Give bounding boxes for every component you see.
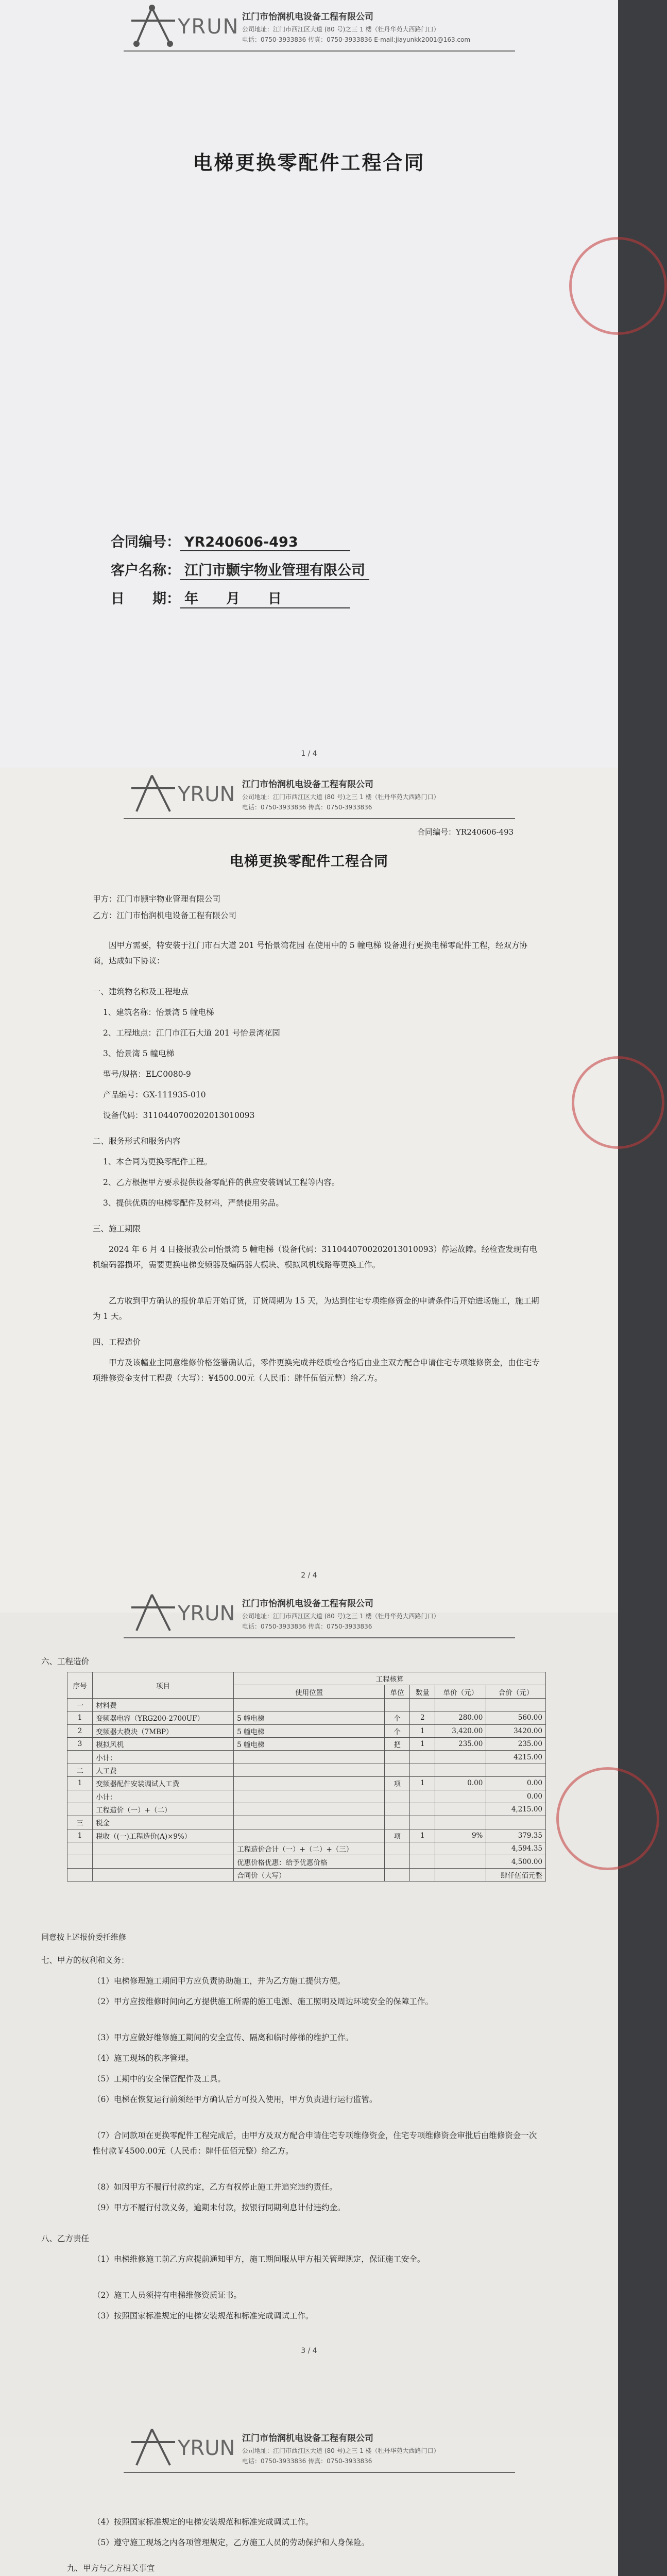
cell-unit bbox=[385, 1868, 410, 1881]
client-label: 客户名称： bbox=[111, 563, 180, 579]
cell-total: 4,215.00 bbox=[486, 1803, 546, 1816]
cell-item: 小计： bbox=[93, 1790, 234, 1803]
cell-unit bbox=[385, 1816, 410, 1829]
date-row bbox=[111, 587, 350, 608]
cell-total: 235.00 bbox=[486, 1737, 546, 1750]
brand-text: YRUN bbox=[178, 2436, 235, 2460]
obligation-a9: （9）甲方不履行付款义务，逾期未付款，按银行同期利息计付违约金。 bbox=[93, 2203, 346, 2212]
company-contact: 电话：0750-3933836 传真：0750-3933836 bbox=[242, 1623, 372, 1630]
cell-item: 变频器电容（YRG200-2700UF） bbox=[93, 1711, 234, 1724]
cell-unit bbox=[385, 1803, 410, 1816]
table-row bbox=[67, 1842, 546, 1855]
cell-no bbox=[67, 1790, 93, 1803]
obligation-a5: （5）工期中的安全保管配件及工具。 bbox=[93, 2074, 226, 2083]
page-number: 3 / 4 bbox=[301, 2347, 317, 2355]
brand-text: YRUN bbox=[178, 15, 240, 39]
cell-unit bbox=[385, 1751, 410, 1764]
company-name: 江门市怡润机电设备工程有限公司 bbox=[242, 12, 373, 22]
cell-qty: 1 bbox=[410, 1829, 435, 1842]
page-3 bbox=[0, 1599, 618, 2437]
cell-total: 3420.00 bbox=[486, 1724, 546, 1737]
cell-total: 4,500.00 bbox=[486, 1855, 546, 1868]
cell-no: 1 bbox=[67, 1711, 93, 1724]
cell-loc bbox=[234, 1816, 385, 1829]
cell-item: 人工费 bbox=[93, 1764, 234, 1776]
brand-text: YRUN bbox=[178, 783, 235, 806]
company-name: 江门市怡润机电设备工程有限公司 bbox=[242, 1599, 373, 1609]
cell-item: 工程造价（一）+（二） bbox=[93, 1803, 234, 1816]
schedule-paragraph-1: 2024 年 6 月 4 日接报我公司怡景湾 5 幢电梯（设备代码：3110440700202013010093）停运故障。经检查发现有电机编码器损坏，需要更换电梯变频器及编码器大模块、模拟风机线路等更换工作。 bbox=[93, 1245, 537, 1269]
cell-item: 税收（(一)工程造价(A)×9%） bbox=[93, 1829, 234, 1842]
cell-qty: 2 bbox=[410, 1711, 435, 1724]
cell-total bbox=[486, 1698, 546, 1711]
company-contact: 电话：0750-3933836 传真：0750-3933836 bbox=[242, 804, 372, 811]
cell-total: 560.00 bbox=[486, 1711, 546, 1724]
section-8-heading: 八、乙方责任 bbox=[41, 2234, 90, 2243]
contract-no-label: 合同编号： bbox=[111, 534, 180, 550]
obligation-a2: （2）甲方应按维修时间向乙方提供施工所需的施工电源、施工照明及周边环境安全的保障工作。 bbox=[93, 1997, 433, 2006]
cell-loc bbox=[234, 1777, 385, 1790]
table-row bbox=[67, 1868, 546, 1881]
cell-unit: 把 bbox=[385, 1737, 410, 1750]
letterhead bbox=[0, 1587, 618, 1643]
cell-loc bbox=[234, 1829, 385, 1842]
obligation-a7: （7）合同款项在更换零配件工程完成后，由甲方及双方配合申请住宅专项维修资金，住宅专项维修资金审批后由维修资金一次性付款￥4500.00元（人民币：肆仟伍佰元整）给乙方。 bbox=[93, 2131, 537, 2156]
table-row bbox=[67, 1816, 546, 1829]
cell-loc: 合同价（大写） bbox=[234, 1868, 385, 1881]
col-cost: 工程核算 bbox=[234, 1672, 546, 1685]
cell-unit: 项 bbox=[385, 1777, 410, 1790]
cell-loc bbox=[234, 1751, 385, 1764]
cell-price bbox=[435, 1842, 486, 1855]
cell-price bbox=[435, 1698, 486, 1711]
date-label: 日 期： bbox=[111, 591, 180, 607]
date-value: 年 月 日 bbox=[180, 587, 350, 608]
edge-stamp bbox=[572, 1056, 664, 1149]
cell-loc bbox=[234, 1698, 385, 1711]
page-number: 2 / 4 bbox=[301, 1571, 317, 1580]
col-item: 项目 bbox=[93, 1672, 234, 1699]
company-logo-icon bbox=[129, 770, 235, 817]
cell-no: 三 bbox=[67, 1816, 93, 1829]
page-number: 1 / 4 bbox=[301, 750, 317, 758]
cell-total: 0.00 bbox=[486, 1777, 546, 1790]
header-rule bbox=[124, 818, 515, 819]
company-address: 公司地址：江门市西江区大道 (80 号)之三 1 楼（牡丹华苑大西路门口） bbox=[242, 1613, 440, 1620]
cell-unit: 个 bbox=[385, 1711, 410, 1724]
table-row bbox=[67, 1855, 546, 1868]
company-logo-icon bbox=[129, 2424, 235, 2470]
cell-price bbox=[435, 1803, 486, 1816]
section-4-heading: 四、工程造价 bbox=[93, 1337, 141, 1347]
contract-no-row bbox=[111, 531, 350, 551]
client-value: 江门市颢宇物业管理有限公司 bbox=[180, 559, 369, 580]
cell-qty bbox=[410, 1816, 435, 1829]
cell-unit bbox=[385, 1698, 410, 1711]
cell-price bbox=[435, 1868, 486, 1881]
cell-qty bbox=[410, 1751, 435, 1764]
section-9-heading: 九、甲方与乙方相关事宜 bbox=[67, 2564, 155, 2573]
cell-unit bbox=[385, 1764, 410, 1776]
header-rule bbox=[124, 2472, 515, 2473]
header-rule bbox=[124, 50, 515, 52]
cell-loc: 优惠价格优惠：给予优惠价格 bbox=[234, 1855, 385, 1868]
obligation-a8: （8）如因甲方不履行付款约定，乙方有权停止施工并追究违约责任。 bbox=[93, 2182, 337, 2192]
cell-price bbox=[435, 1751, 486, 1764]
table-row bbox=[67, 1777, 546, 1790]
table-row bbox=[67, 1803, 546, 1816]
party-b: 乙方：江门市怡润机电设备工程有限公司 bbox=[93, 911, 237, 920]
cell-qty bbox=[410, 1698, 435, 1711]
page-2 bbox=[0, 768, 618, 1613]
cell-no bbox=[67, 1803, 93, 1816]
cell-unit bbox=[385, 1790, 410, 1803]
brand-text: YRUN bbox=[178, 1602, 235, 1625]
cell-item: 小计： bbox=[93, 1751, 234, 1764]
equipment-code: 设备代码：3110440700202013010093 bbox=[103, 1111, 255, 1120]
contract-no: 合同编号：YR240606-493 bbox=[417, 827, 514, 837]
service-item-2: 2、乙方根据甲方要求提供设备零配件的供应安装调试工程等内容。 bbox=[103, 1178, 340, 1187]
edge-stamp bbox=[556, 1767, 659, 1870]
schedule-paragraph-2: 乙方收到甲方确认的报价单后开始订货，订货周期为 15 天，为达到住宅专项维修资金的申请条件后开始进场施工，施工期为 1 天。 bbox=[93, 1296, 539, 1321]
elevator-id: 3、怡景湾 5 幢电梯 bbox=[103, 1049, 175, 1058]
cost-table bbox=[67, 1672, 546, 1882]
cell-no: 1 bbox=[67, 1829, 93, 1842]
building-name: 1、建筑名称：怡景湾 5 幢电梯 bbox=[103, 1008, 214, 1017]
duty-b2: （2）施工人员须持有电梯维修资质证书。 bbox=[93, 2291, 242, 2300]
cell-no: 二 bbox=[67, 1764, 93, 1776]
cell-qty: 1 bbox=[410, 1724, 435, 1737]
cell-loc: 5 幢电梯 bbox=[234, 1711, 385, 1724]
company-logo-icon bbox=[129, 3, 240, 49]
section-2-heading: 二、服务形式和服务内容 bbox=[93, 1137, 181, 1146]
cell-loc: 5 幢电梯 bbox=[234, 1737, 385, 1750]
party-a: 甲方：江门市颢宇物业管理有限公司 bbox=[93, 894, 221, 904]
cell-qty: 1 bbox=[410, 1777, 435, 1790]
cell-price bbox=[435, 1816, 486, 1829]
cell-price bbox=[435, 1790, 486, 1803]
price-paragraph: 甲方及该幢业主同意维修价格签署确认后，零件更换完成并经质检合格后由业主双方配合申请住宅专项维修资金，由住宅专项维修资金支付工程费（大写）：¥4500.00元（人民币：肆仟伍佰元整）给乙方。 bbox=[93, 1358, 540, 1383]
cell-price: 9% bbox=[435, 1829, 486, 1842]
table-row bbox=[67, 1724, 546, 1737]
company-contact: 电话：0750-3933836 传真：0750-3933836 bbox=[242, 2458, 372, 2465]
service-item-1: 1、本合同为更换零配件工程。 bbox=[103, 1157, 212, 1166]
table-row bbox=[67, 1751, 546, 1764]
cell-item: 税金 bbox=[93, 1816, 234, 1829]
letterhead bbox=[0, 2421, 618, 2478]
cell-item: 变频器配件安装调试人工费 bbox=[93, 1777, 234, 1790]
cell-qty bbox=[410, 1790, 435, 1803]
company-logo-icon bbox=[129, 1589, 235, 1636]
cell-loc bbox=[234, 1803, 385, 1816]
cell-no bbox=[67, 1751, 93, 1764]
cell-loc bbox=[234, 1764, 385, 1776]
cell-total: 肆仟伍佰元整 bbox=[486, 1868, 546, 1881]
page-4 bbox=[0, 2433, 618, 2576]
company-name: 江门市怡润机电设备工程有限公司 bbox=[242, 2433, 373, 2444]
obligation-a1: （1）电梯修理施工期间甲方应负责协助施工，并为乙方施工提供方便。 bbox=[93, 1976, 346, 1986]
obligation-a6: （6）电梯在恢复运行前须经甲方确认后方可投入使用，甲方负责进行运行监管。 bbox=[93, 2095, 378, 2104]
company-address: 公司地址：江门市西江区大道 (80 号)之三 1 楼（牡丹华苑大西路门口） bbox=[242, 793, 440, 801]
table-row bbox=[67, 1829, 546, 1842]
cell-qty bbox=[410, 1803, 435, 1816]
client-row bbox=[111, 559, 369, 580]
company-address: 公司地址：江门市西江区大道 (80 号)之三 1 楼（牡丹华苑大西路门口） bbox=[242, 26, 440, 33]
cell-no: 1 bbox=[67, 1777, 93, 1790]
cell-no: 3 bbox=[67, 1737, 93, 1750]
section-1-heading: 一、建筑物名称及工程地点 bbox=[93, 987, 189, 996]
cell-price: 280.00 bbox=[435, 1711, 486, 1724]
cell-qty bbox=[410, 1855, 435, 1868]
cell-loc bbox=[234, 1790, 385, 1803]
duty-b1: （1）电梯维修施工前乙方应提前通知甲方，施工期间服从甲方相关管理规定，保证施工安全。 bbox=[93, 2255, 425, 2264]
cell-price: 0.00 bbox=[435, 1777, 486, 1790]
contract-title: 电梯更换零配件工程合同 bbox=[230, 854, 388, 870]
cell-unit bbox=[385, 1855, 410, 1868]
letterhead bbox=[0, 768, 618, 824]
duty-b4: （4）按照国家标准规定的电梯安装规范和标准完成调试工作。 bbox=[93, 2517, 314, 2527]
cell-unit bbox=[385, 1842, 410, 1855]
approval-note: 同意按上述报价委托维修 bbox=[41, 1933, 127, 1942]
cell-qty bbox=[410, 1764, 435, 1776]
duty-b5: （5）遵守施工现场之内各项管理规定，乙方施工人员的劳动保护和人身保险。 bbox=[93, 2538, 369, 2547]
cover-title: 电梯更换零配件工程合同 bbox=[193, 151, 425, 174]
letterhead bbox=[0, 0, 618, 57]
company-address: 公司地址：江门市西江区大道 (80 号)之三 1 楼（牡丹华苑大西路门口） bbox=[242, 2447, 440, 2454]
table-row bbox=[67, 1711, 546, 1724]
intro-paragraph: 因甲方需要，特安装于江门市石大道 201 号怡景湾花园 在使用中的 5 幢电梯 设备进行更换电梯零配件工程，经双方协商，达成如下协议： bbox=[93, 941, 528, 965]
cell-item: 模拟风机 bbox=[93, 1737, 234, 1750]
cell-loc: 5 幢电梯 bbox=[234, 1724, 385, 1737]
edge-stamp bbox=[569, 237, 667, 335]
cell-no bbox=[67, 1842, 93, 1855]
col-no: 序号 bbox=[67, 1672, 93, 1699]
cell-price bbox=[435, 1855, 486, 1868]
table-row bbox=[67, 1737, 546, 1750]
col-price: 单价（元） bbox=[435, 1685, 486, 1698]
project-location: 2、工程地点：江门市江石大道 201 号怡景湾花园 bbox=[103, 1028, 280, 1038]
table-row bbox=[67, 1764, 546, 1776]
section-7-heading: 七、甲方的权利和义务： bbox=[41, 1956, 129, 1965]
cell-total bbox=[486, 1764, 546, 1776]
col-total: 合价（元） bbox=[486, 1685, 546, 1698]
company-name: 江门市怡润机电设备工程有限公司 bbox=[242, 779, 373, 790]
cell-no bbox=[67, 1855, 93, 1868]
cell-no bbox=[67, 1868, 93, 1881]
contract-no-value: YR240606-493 bbox=[180, 534, 350, 551]
section-6-heading: 六、工程造价 bbox=[41, 1657, 90, 1666]
cell-price: 235.00 bbox=[435, 1737, 486, 1750]
cell-unit: 项 bbox=[385, 1829, 410, 1842]
cell-item bbox=[93, 1855, 234, 1868]
duty-b3: （3）按照国家标准规定的电梯安装规范和标准完成调试工作。 bbox=[93, 2311, 314, 2320]
cell-item: 变频器大模块（7MBP） bbox=[93, 1724, 234, 1737]
cell-total bbox=[486, 1816, 546, 1829]
table-row bbox=[67, 1790, 546, 1803]
cell-no: 2 bbox=[67, 1724, 93, 1737]
cell-unit: 个 bbox=[385, 1724, 410, 1737]
col-loc: 使用位置 bbox=[234, 1685, 385, 1698]
cell-total: 4,594.35 bbox=[486, 1842, 546, 1855]
cell-price bbox=[435, 1764, 486, 1776]
cell-item bbox=[93, 1842, 234, 1855]
section-3-heading: 三、施工期限 bbox=[93, 1224, 141, 1233]
service-item-3: 3、提供优质的电梯零配件及材料，严禁使用劣品。 bbox=[103, 1198, 284, 1208]
model-spec: 型号/规格：ELC0080-9 bbox=[103, 1070, 191, 1079]
cell-price: 3,420.00 bbox=[435, 1724, 486, 1737]
col-qty: 数量 bbox=[410, 1685, 435, 1698]
cell-total: 0.00 bbox=[486, 1790, 546, 1803]
cell-qty bbox=[410, 1868, 435, 1881]
cell-item bbox=[93, 1868, 234, 1881]
cell-no: 一 bbox=[67, 1698, 93, 1711]
cell-loc: 工程造价合计（一）+（二）+（三） bbox=[234, 1842, 385, 1855]
company-contact: 电话：0750-3933836 传真：0750-3933836 E-mail:jiayunkk2001@163.com bbox=[242, 36, 471, 43]
header-rule bbox=[124, 1637, 515, 1638]
col-unit: 单位 bbox=[385, 1685, 410, 1698]
cell-qty bbox=[410, 1842, 435, 1855]
cell-total: 379.35 bbox=[486, 1829, 546, 1842]
obligation-a4: （4）施工现场的秩序管理。 bbox=[93, 2054, 194, 2063]
cell-total: 4215.00 bbox=[486, 1751, 546, 1764]
obligation-a3: （3）甲方应做好维修施工期间的安全宣传、隔离和临时停梯的维护工作。 bbox=[93, 2033, 353, 2042]
cell-item: 材料费 bbox=[93, 1698, 234, 1711]
page-cover bbox=[0, 0, 618, 768]
cell-qty: 1 bbox=[410, 1737, 435, 1750]
table-row bbox=[67, 1698, 546, 1711]
product-number: 产品编号：GX-111935-010 bbox=[103, 1090, 206, 1099]
